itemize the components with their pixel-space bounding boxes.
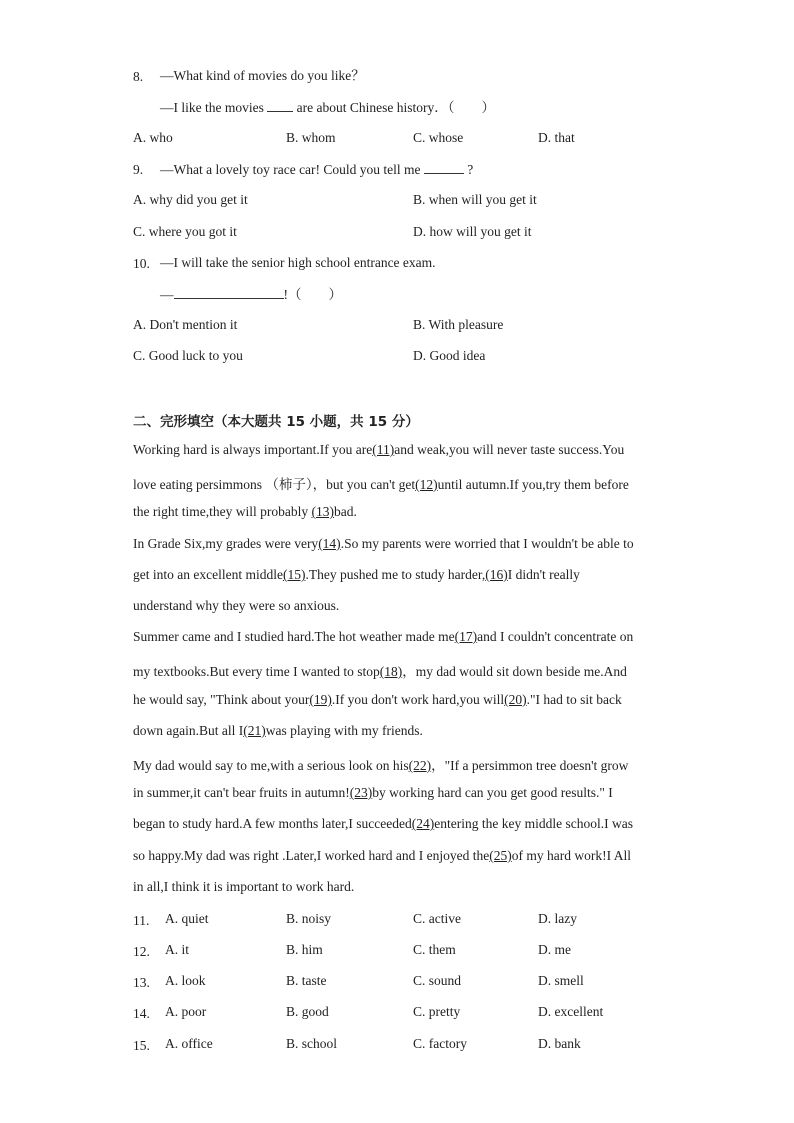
answer-option[interactable]: D. lazy: [538, 911, 577, 926]
passage-line: [133, 692, 622, 708]
passage-text: Working hard is always important.If you are: [133, 442, 373, 457]
question-9-option-b[interactable]: B. when will you get it: [413, 192, 537, 207]
question-9-number: 9.: [133, 162, 144, 177]
passage-line: [133, 567, 580, 583]
passage-text: entering the key middle school.I was: [434, 816, 633, 831]
passage-text: ，"If a persimmon tree doesn't grow: [431, 758, 629, 773]
answer-option[interactable]: B. noisy: [286, 911, 332, 926]
section-2-title: 二、完形填空（本大题共 15 小题，共 15 分）: [133, 414, 419, 430]
passage-line: [133, 442, 624, 458]
answer-option[interactable]: A. quiet: [165, 911, 209, 926]
question-8-prompt: —What kind of movies do you like？: [160, 68, 365, 83]
question-8-option-c[interactable]: C. whose: [413, 130, 464, 145]
answer-option[interactable]: B. school: [286, 1036, 338, 1051]
passage-text: he would say, "Think about your: [133, 692, 310, 707]
passage-text: the right time,they will probably: [133, 504, 312, 519]
question-10-option-c[interactable]: C. Good luck to you: [133, 348, 243, 363]
answer-option[interactable]: A. look: [165, 973, 206, 988]
passage-line: [133, 660, 627, 680]
cloze-blank[interactable]: (24): [411, 816, 435, 831]
passage-text: In Grade Six,my grades were very: [133, 536, 319, 551]
cloze-blank[interactable]: (22): [408, 758, 432, 773]
passage-line: [133, 754, 628, 774]
passage-text: .So my parents were worried that I wouldn't be able to: [340, 536, 634, 551]
cloze-blank[interactable]: (20): [504, 692, 527, 707]
cloze-blank[interactable]: (19): [309, 692, 332, 707]
cloze-blank[interactable]: (16): [485, 567, 508, 582]
question-9-prompt: [160, 160, 473, 179]
answer-option[interactable]: B. taste: [286, 973, 327, 988]
passage-line: [133, 785, 613, 801]
answer-option[interactable]: C. pretty: [413, 1004, 461, 1019]
passage-text: .They pushed me to study harder,: [305, 567, 486, 582]
answer-option[interactable]: A. it: [165, 942, 190, 957]
cloze-blank[interactable]: (25): [489, 848, 512, 863]
passage-text: My dad would say to me,with a serious look on his: [133, 758, 409, 773]
answer-option[interactable]: C. sound: [413, 973, 462, 988]
question-9-prompt-pre: —What a lovely toy race car! Could you tell me: [160, 162, 421, 177]
passage-text: my textbooks.But every time I wanted to stop: [133, 664, 380, 679]
question-8-option-a[interactable]: A. who: [133, 130, 173, 145]
question-8-number: 8.: [133, 69, 144, 84]
passage-text: understand why they were so anxious.: [133, 598, 340, 613]
passage-text: so happy.My dad was right .Later,I worked hard and I enjoyed the: [133, 848, 490, 863]
answer-number: 12.: [133, 944, 150, 959]
cloze-blank[interactable]: (15): [282, 567, 306, 582]
question-10-option-d[interactable]: D. Good idea: [413, 348, 486, 363]
answer-option[interactable]: C. them: [413, 942, 456, 957]
cloze-blank[interactable]: (14): [318, 536, 341, 551]
answer-option[interactable]: D. me: [538, 942, 571, 957]
question-10-prompt: —I will take the senior high school entrance exam.: [160, 255, 436, 270]
question-9-option-d[interactable]: D. how will you get it: [413, 224, 532, 239]
answer-number: 11.: [133, 913, 150, 928]
passage-line: [133, 723, 423, 739]
question-10-response-pre: —: [160, 287, 174, 302]
cloze-blank[interactable]: (12): [415, 477, 438, 492]
passage-text: was playing with my friends.: [265, 723, 423, 738]
passage-text: in summer,it can't bear fruits in autumn!: [133, 785, 350, 800]
passage-text: ，my dad would sit down beside me.And: [402, 664, 627, 679]
question-8-option-b[interactable]: B. whom: [286, 130, 336, 145]
answer-option[interactable]: D. smell: [538, 973, 584, 988]
passage-line: [133, 536, 634, 552]
answer-number: 15.: [133, 1038, 150, 1053]
answer-option[interactable]: A. office: [165, 1036, 213, 1051]
cloze-blank[interactable]: (21): [243, 723, 266, 738]
passage-line: [133, 473, 629, 493]
answer-option[interactable]: C. active: [413, 911, 461, 926]
answer-option[interactable]: D. excellent: [538, 1004, 604, 1019]
cloze-blank[interactable]: (13): [311, 504, 334, 519]
question-8-blank[interactable]: [267, 98, 293, 112]
passage-text: down again.But all I: [133, 723, 244, 738]
question-9-prompt-post: ?: [467, 162, 474, 177]
passage-line: [133, 629, 633, 645]
passage-text: ."I had to sit back: [526, 692, 622, 707]
answer-number: 13.: [133, 975, 150, 990]
answer-option[interactable]: D. bank: [538, 1036, 581, 1051]
question-9-option-a[interactable]: A. why did you get it: [133, 192, 248, 207]
cloze-blank[interactable]: (18): [379, 664, 403, 679]
passage-line: [133, 879, 354, 895]
cloze-blank[interactable]: (11): [372, 442, 395, 457]
question-10-response-post: !（ ）: [283, 287, 342, 302]
cloze-blank[interactable]: (17): [454, 629, 478, 644]
question-10-blank[interactable]: [174, 285, 284, 299]
answer-number: 14.: [133, 1006, 150, 1021]
passage-text: Summer came and I studied hard.The hot weather made me: [133, 629, 455, 644]
question-8-option-d[interactable]: D. that: [538, 130, 575, 145]
passage-line: [133, 816, 633, 832]
question-10-option-b[interactable]: B. With pleasure: [413, 317, 504, 332]
passage-text: get into an excellent middle: [133, 567, 283, 582]
question-8-response: [160, 98, 495, 117]
passage-text: .If you don't work hard,you will: [331, 692, 505, 707]
answer-option[interactable]: A. poor: [165, 1004, 207, 1019]
question-10-number: 10.: [133, 256, 150, 271]
passage-text: and I couldn't concentrate on: [477, 629, 634, 644]
question-9-option-c[interactable]: C. where you got it: [133, 224, 237, 239]
answer-option[interactable]: B. him: [286, 942, 323, 957]
question-10-option-a[interactable]: A. Don't mention it: [133, 317, 238, 332]
answer-option[interactable]: B. good: [286, 1004, 329, 1019]
passage-text: in all,I think it is important to work hard.: [133, 879, 355, 894]
passage-text: by working hard can you get good results." I: [372, 785, 613, 800]
passage-text: and weak,you will never taste success.You: [394, 442, 625, 457]
passage-text: until autumn.If you,try them before: [437, 477, 629, 492]
question-8-response-pre: —I like the movies: [160, 100, 264, 115]
answer-option[interactable]: C. factory: [413, 1036, 467, 1051]
question-10-response: [160, 285, 342, 304]
question-9-blank[interactable]: [424, 160, 464, 174]
passage-text: began to study hard.A few months later,I succeeded: [133, 816, 412, 831]
question-8-response-post: are about Chinese history．（ ）: [296, 100, 495, 115]
passage-line: [133, 848, 631, 864]
passage-text: love eating persimmons （柿子），but you can't get: [133, 477, 416, 492]
passage-text: I didn't really: [507, 567, 580, 582]
cloze-blank[interactable]: (23): [349, 785, 373, 800]
passage-text: bad.: [333, 504, 357, 519]
passage-line: [133, 598, 339, 614]
passage-line: [133, 504, 357, 520]
passage-text: of my hard work!I All: [511, 848, 631, 863]
